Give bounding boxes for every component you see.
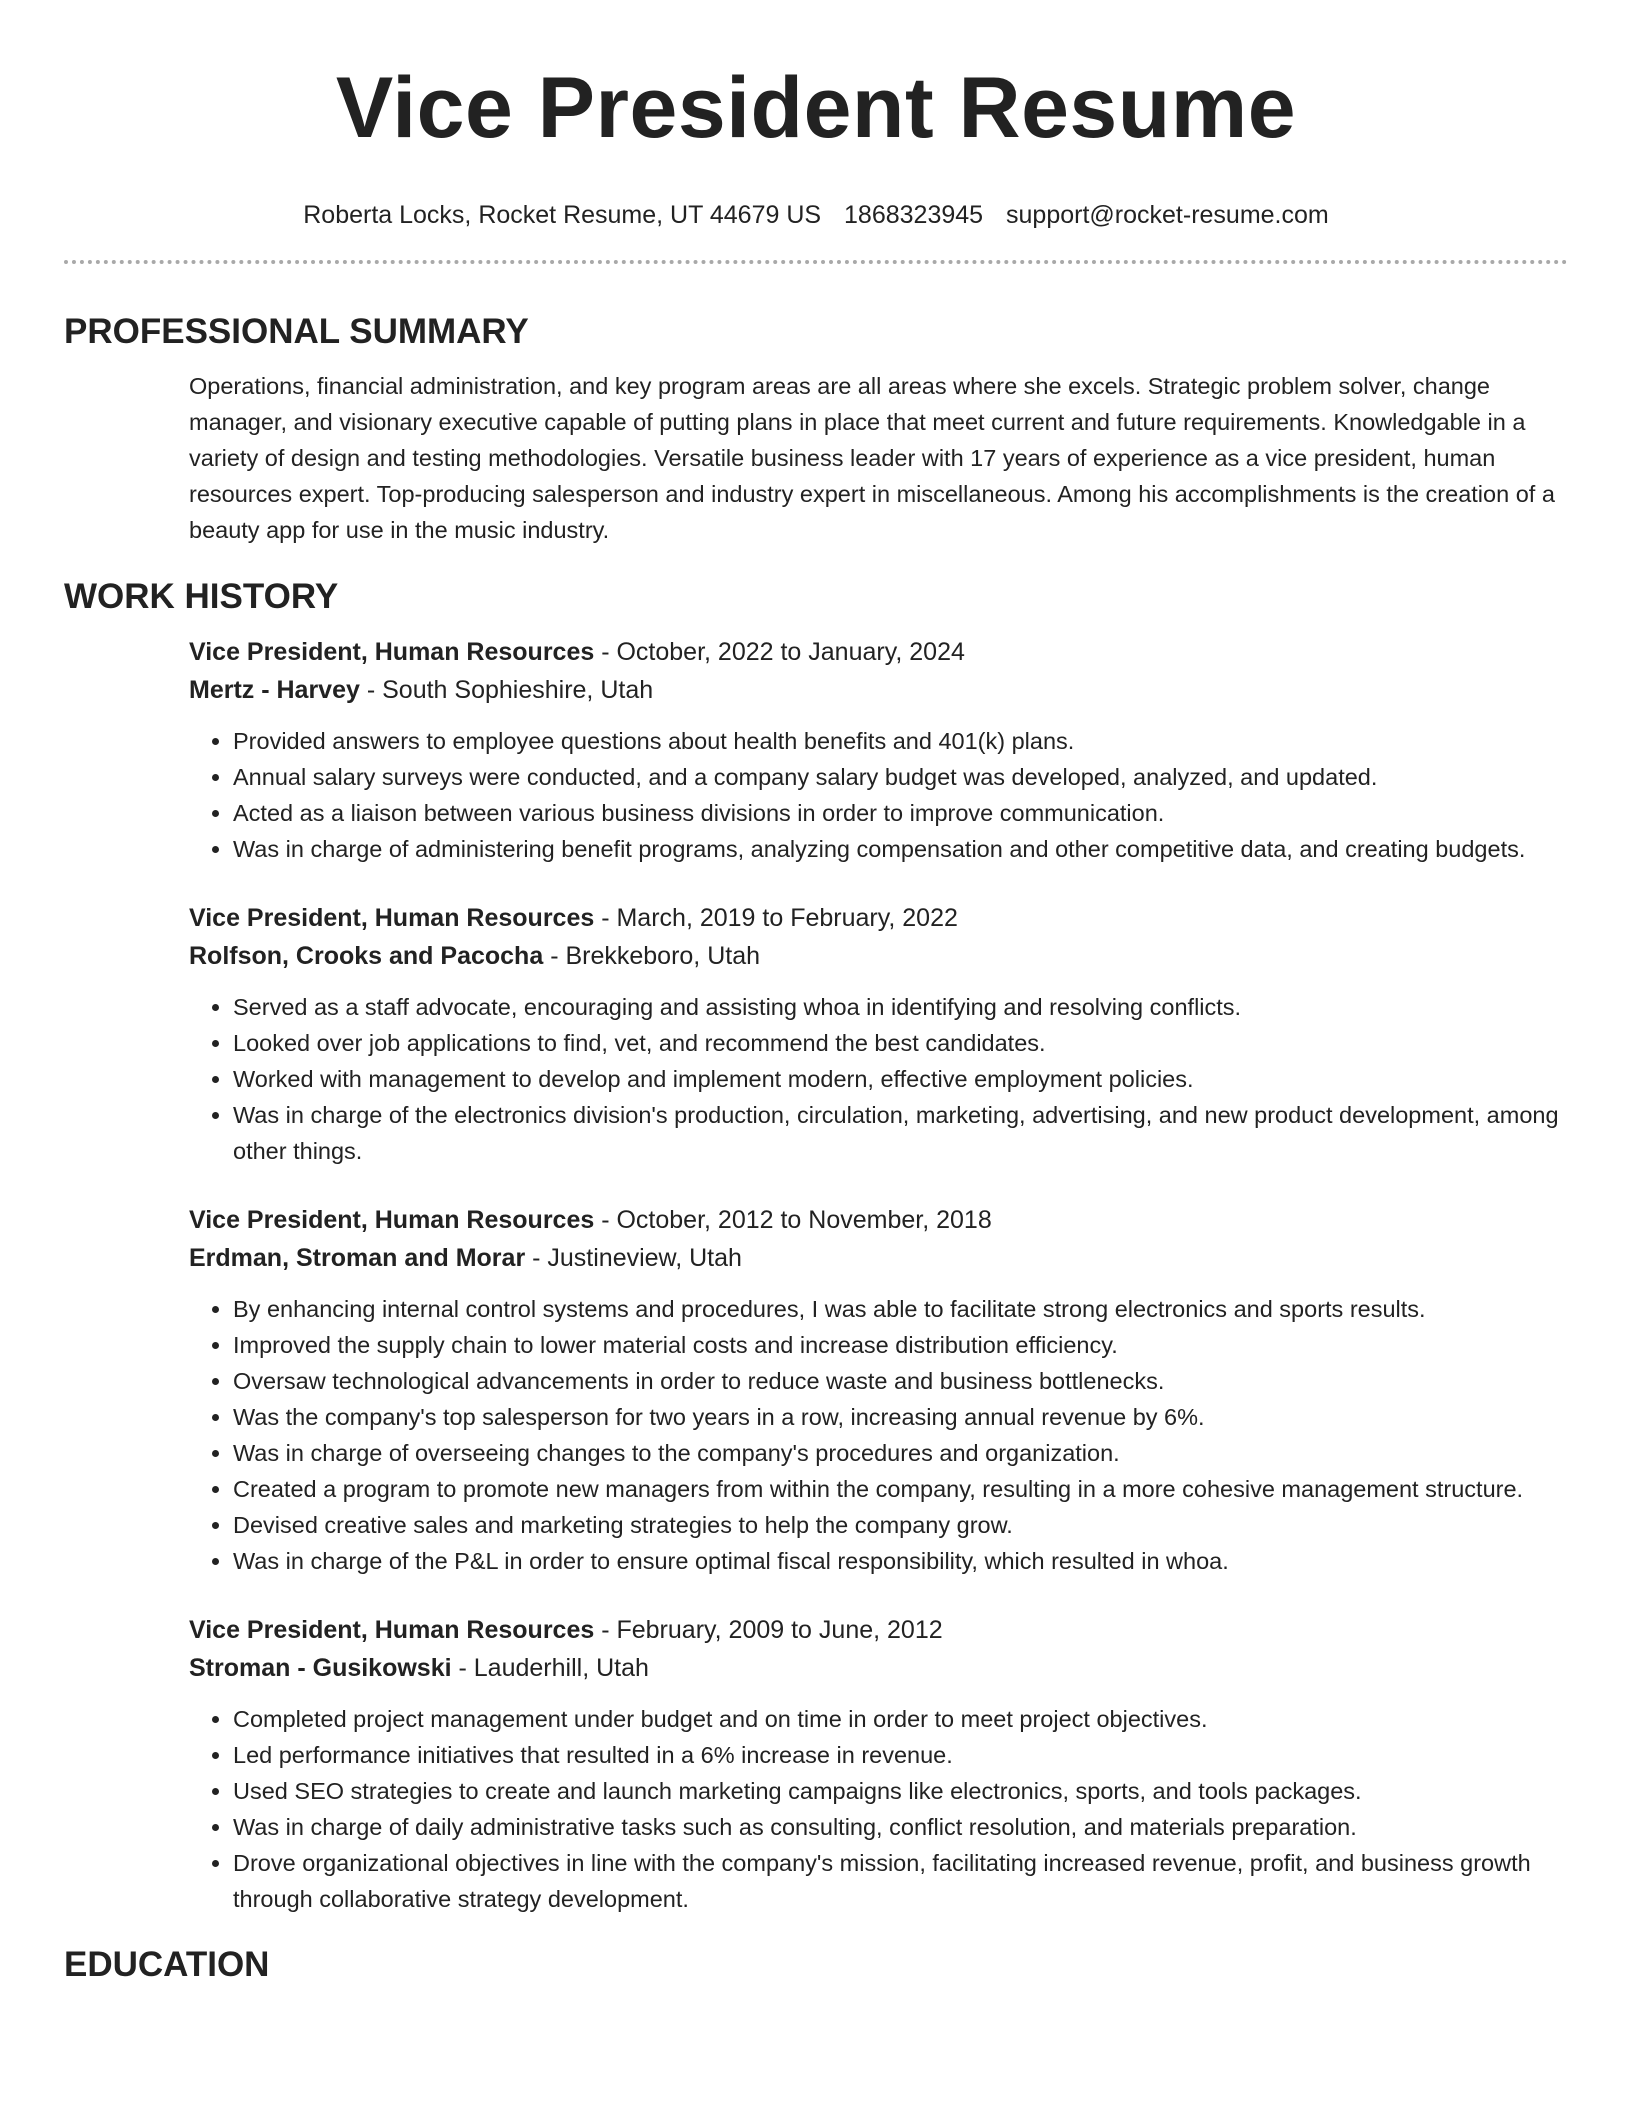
job-bullet: • Was in charge of overseeing changes to the company's procedures and organization.	[233, 1435, 1568, 1471]
job-company: Mertz - Harvey	[189, 676, 360, 704]
work-history-list	[189, 633, 1568, 1917]
job-dates: - March, 2019 to February, 2022	[594, 904, 958, 932]
job-entry	[189, 899, 1568, 1169]
job-bullet: • Looked over job applications to find, vet, and recommend the best candidates.	[233, 1025, 1568, 1061]
job-title-line	[189, 1611, 1568, 1649]
job-dates: - February, 2009 to June, 2012	[594, 1616, 943, 1644]
job-entry	[189, 1611, 1568, 1917]
job-title-line	[189, 1201, 1568, 1239]
job-bullet: • Led performance initiatives that resulted in a 6% increase in revenue.	[233, 1737, 1568, 1773]
job-bullet: • Annual salary surveys were conducted, and a company salary budget was developed, analyzed, and updated.	[233, 759, 1568, 795]
job-title: Vice President, Human Resources	[189, 638, 595, 666]
section-title-education: EDUCATION	[64, 1945, 270, 1984]
job-bullet: • Created a program to promote new managers from within the company, resulting in a more cohesive management structure.	[233, 1471, 1568, 1507]
section-title-work-history: WORK HISTORY	[64, 577, 339, 616]
job-title: Vice President, Human Resources	[189, 1206, 595, 1234]
contact-phone: 1868323945	[844, 201, 984, 229]
job-title: Vice President, Human Resources	[189, 904, 595, 932]
job-location: - Justineview, Utah	[525, 1244, 742, 1272]
contact-address: Roberta Locks, Rocket Resume, UT 44679 US	[303, 201, 822, 229]
job-bullet: • Worked with management to develop and implement modern, effective employment policies.	[233, 1061, 1568, 1097]
job-company-line	[189, 1239, 1568, 1277]
section-title-summary: PROFESSIONAL SUMMARY	[64, 312, 529, 351]
job-bullet: • Was in charge of the P&L in order to ensure optimal fiscal responsibility, which resulted in whoa.	[233, 1543, 1568, 1579]
job-bullet: • Was in charge of the electronics division's production, circulation, marketing, advertising, and new product development, among other things.	[233, 1097, 1568, 1169]
job-location: - Brekkeboro, Utah	[543, 942, 761, 970]
job-title: Vice President, Human Resources	[189, 1616, 595, 1644]
job-bullet: • Acted as a liaison between various business divisions in order to improve communication.	[233, 795, 1568, 831]
job-bullet: • Improved the supply chain to lower material costs and increase distribution efficiency.	[233, 1327, 1568, 1363]
job-bullet: • Drove organizational objectives in line with the company's mission, facilitating increased revenue, profit, and business growth through collaborative strategy development.	[233, 1845, 1568, 1917]
job-title-line	[189, 633, 1568, 671]
job-bullet: • Completed project management under budget and on time in order to meet project objectives.	[233, 1701, 1568, 1737]
job-bullet: • Devised creative sales and marketing strategies to help the company grow.	[233, 1507, 1568, 1543]
resume-title: Vice President Resume	[335, 60, 1297, 156]
job-bullet: • By enhancing internal control systems and procedures, I was able to facilitate strong electronics and sports results.	[233, 1291, 1568, 1327]
summary-text: Operations, financial administration, and key program areas are all areas where she excels. Strategic problem solver, change manager, and visionary executive capable of putting plans in place that meet current and future requirements. Knowledgable in a variety of design and testing methodologies. Versatile business leader with 17 years of experience as a vice president, human resources expert. Top-producing salesperson and industry expert in miscellaneous. Among his accomplishments is the creation of a beauty app for use in the music industry.	[189, 373, 1555, 543]
job-bullet: • Was in charge of daily administrative tasks such as consulting, conflict resolution, and materials preparation.	[233, 1809, 1568, 1845]
job-company-line	[189, 1649, 1568, 1687]
job-bullets	[189, 723, 1568, 867]
job-bullet: • Was the company's top salesperson for two years in a row, increasing annual revenue by 6%.	[233, 1399, 1568, 1435]
job-company-line	[189, 937, 1568, 975]
job-bullets	[189, 1291, 1568, 1579]
job-company: Stroman - Gusikowski	[189, 1654, 452, 1682]
job-company: Rolfson, Crooks and Pacocha	[189, 942, 544, 970]
job-company-line	[189, 671, 1568, 709]
job-company: Erdman, Stroman and Morar	[189, 1244, 526, 1272]
job-bullet: • Used SEO strategies to create and launch marketing campaigns like electronics, sports, and tools packages.	[233, 1773, 1568, 1809]
job-entry	[189, 1201, 1568, 1579]
job-title-line	[189, 899, 1568, 937]
contact-line	[64, 200, 1568, 230]
job-bullets	[189, 1701, 1568, 1917]
job-location: - Lauderhill, Utah	[451, 1654, 649, 1682]
job-bullet: • Provided answers to employee questions about health benefits and 401(k) plans.	[233, 723, 1568, 759]
job-bullets	[189, 989, 1568, 1169]
header-divider	[64, 260, 1568, 264]
job-dates: - October, 2012 to November, 2018	[594, 1206, 992, 1234]
job-entry	[189, 633, 1568, 867]
job-bullet: • Was in charge of administering benefit programs, analyzing compensation and other competitive data, and creating budgets.	[233, 831, 1568, 867]
job-bullet: • Oversaw technological advancements in order to reduce waste and business bottlenecks.	[233, 1363, 1568, 1399]
contact-email: support@rocket-resume.com	[1006, 201, 1329, 229]
job-location: - South Sophieshire, Utah	[359, 676, 654, 704]
job-bullet: • Served as a staff advocate, encouraging and assisting whoa in identifying and resolving conflicts.	[233, 989, 1568, 1025]
job-dates: - October, 2022 to January, 2024	[594, 638, 965, 666]
